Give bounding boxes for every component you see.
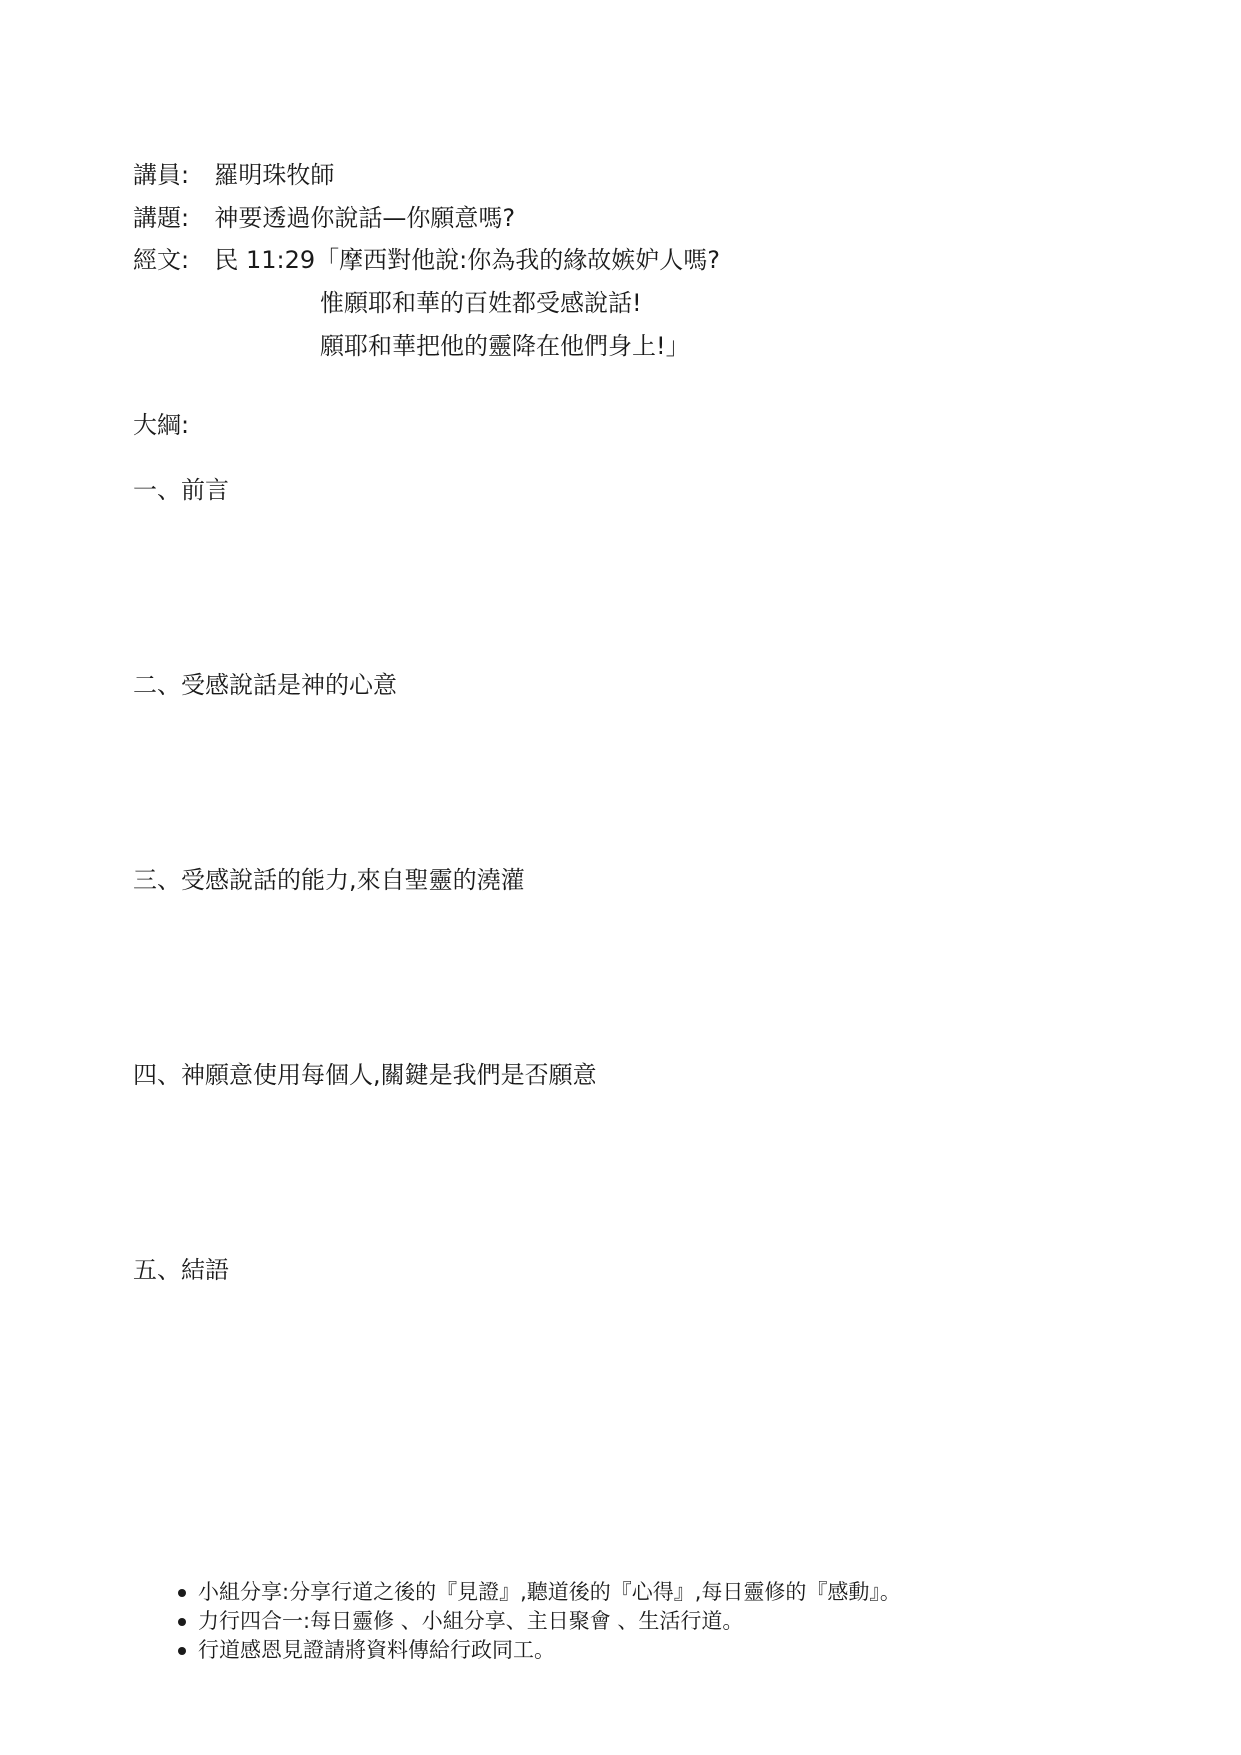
scripture-line: [133, 245, 720, 275]
topic-line: [133, 203, 515, 233]
scripture-text-2: 惟願耶和華的百姓都受感說話!: [320, 289, 642, 317]
scripture-text-1: 民 11:29「摩西對他說:你為我的緣故嫉妒人嗎?: [214, 246, 720, 274]
outline-section-4: 四、神願意使用每個人,關鍵是我們是否願意: [133, 1061, 597, 1089]
list-item: [178, 1607, 901, 1636]
outline-section-1: 一、前言: [133, 476, 229, 504]
outline-section-5: 五、結語: [133, 1256, 229, 1284]
list-item: [178, 1578, 901, 1607]
scripture-text-3: 願耶和華把他的靈降在他們身上!」: [320, 332, 690, 360]
speaker-name: 羅明珠牧師: [214, 161, 335, 189]
note-text: 小組分享:分享行道之後的『見證』,聽道後的『心得』,每日靈修的『感動』。: [198, 1580, 901, 1604]
bullet-icon: [178, 1647, 186, 1655]
outline-section-3: 三、受感說話的能力,來自聖靈的澆灌: [133, 866, 525, 894]
speaker-line: [133, 160, 334, 190]
bullet-icon: [178, 1589, 186, 1597]
topic-text: 神要透過你說話—你願意嗎?: [214, 204, 516, 232]
note-text: 行道感恩見證請將資料傳給行政同工。: [198, 1638, 555, 1662]
speaker-label: 講員:: [133, 161, 190, 189]
notes-list: [178, 1578, 901, 1665]
outline-section-2: 二、受感說話是神的心意: [133, 671, 397, 699]
bullet-icon: [178, 1618, 186, 1626]
topic-label: 講題:: [133, 204, 190, 232]
scripture-label: 經文:: [133, 246, 190, 274]
note-text: 力行四合一:每日靈修 、小組分享、主日聚會 、生活行道。: [198, 1609, 744, 1633]
list-item: [178, 1636, 901, 1665]
outline-label: 大綱:: [133, 411, 190, 439]
